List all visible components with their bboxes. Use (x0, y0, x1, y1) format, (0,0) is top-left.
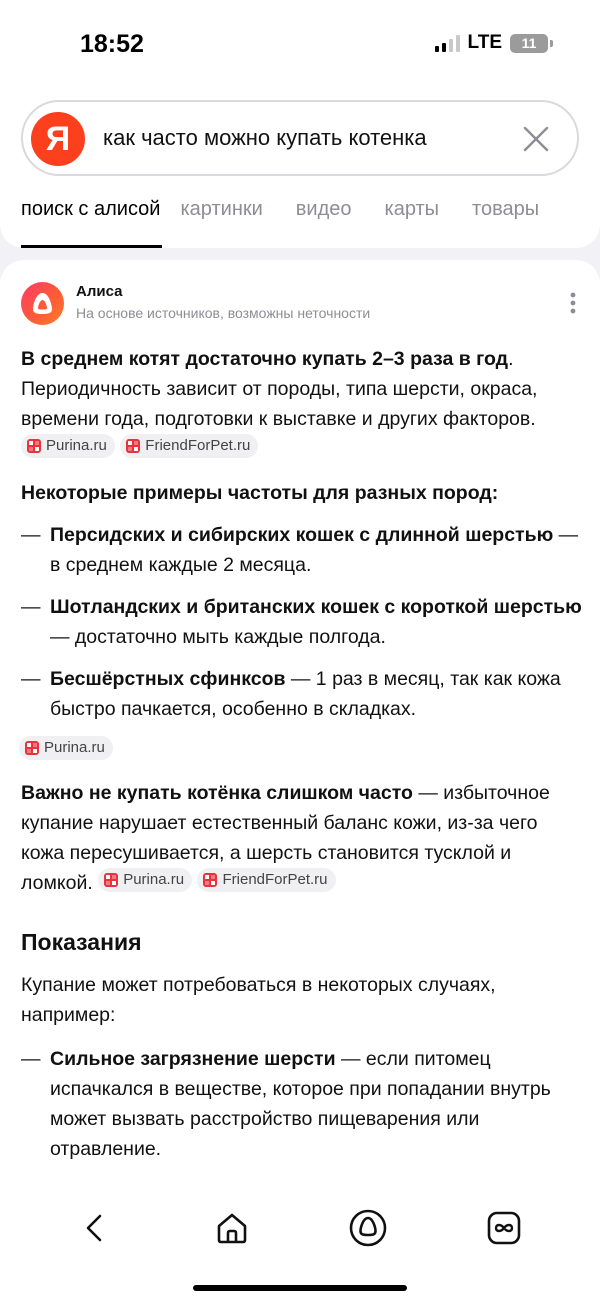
answer-author: Алиса (76, 283, 123, 300)
tab-products[interactable]: товары (472, 198, 540, 220)
answer-disclaimer: На основе источников, возможны неточности (76, 305, 371, 321)
source-label: Purina.ru (44, 739, 105, 756)
source-chip-friendforpet[interactable] (197, 868, 335, 892)
list-item-bold: Бесшёрстных сфинксов (50, 668, 286, 690)
yandex-logo-letter: Я (45, 119, 71, 158)
list-item (21, 664, 586, 724)
network-type: LTE (467, 32, 502, 53)
intro-paragraph (21, 344, 586, 464)
status-bar (0, 0, 600, 90)
bottom-nav (0, 1190, 600, 1303)
status-indicators (435, 32, 548, 54)
status-time: 18:52 (80, 30, 144, 58)
tab-alice-search[interactable]: поиск с алисой (21, 198, 160, 248)
section-intro: Купание может потребоваться в некоторых случаях, например: (21, 974, 496, 1026)
list-dash: — (21, 1048, 41, 1070)
list-dash: — (21, 668, 41, 690)
intro-bold: В среднем котят достаточно купать 2–3 раза в год (21, 348, 509, 370)
alice-icon[interactable] (348, 1208, 388, 1248)
list-dash: — (21, 596, 41, 618)
tab-video[interactable]: видео (295, 198, 352, 220)
warning-bold: Важно не купать котёнка слишком часто (21, 782, 413, 804)
more-options-icon[interactable] (570, 292, 576, 314)
services-icon[interactable] (484, 1208, 524, 1248)
source-chip-purina[interactable] (98, 868, 192, 892)
list-item-text: — если питомец испачкался в веществе, которое при попадании внутрь может вызвать расстройство пищеварения или отравление. (50, 1048, 551, 1160)
section-title: Показания (21, 929, 142, 955)
warning-paragraph (21, 778, 586, 898)
intro-text: . Периодичность зависит от породы, типа шерсти, окраса, времени года, подготовки к выставке и других факторов. (21, 348, 538, 430)
back-icon[interactable] (74, 1208, 114, 1248)
tab-maps[interactable]: карты (384, 198, 440, 220)
list-item-bold: Персидских и сибирских кошек с длинной шерстью (50, 524, 554, 546)
list-item-text: — 1 раз в месяц, так как кожа быстро пачкается, особенно в складках. (50, 668, 561, 720)
list-item (21, 592, 586, 652)
source-label: FriendForPet.ru (222, 871, 328, 888)
search-header (0, 90, 600, 248)
friendforpet-logo-icon (126, 439, 140, 453)
source-label: Purina.ru (123, 871, 185, 888)
battery-icon (510, 34, 548, 53)
tab-images[interactable]: картинки (180, 198, 263, 220)
list-item-text: — в среднем каждые 2 месяца. (50, 524, 579, 576)
source-chip-purina[interactable] (21, 434, 115, 458)
alice-answer-card (0, 260, 600, 1303)
warning-text: — избыточное купание нарушает естественный баланс кожи, из-за чего кожа пересушивается, а шерсть становится тусклой и ломкой. (21, 782, 550, 894)
purina-logo-icon (27, 439, 41, 453)
friendforpet-logo-icon (203, 873, 217, 887)
purina-logo-icon (104, 873, 118, 887)
source-label: FriendForPet.ru (145, 437, 251, 454)
search-input[interactable] (103, 116, 503, 160)
answer-content (21, 344, 586, 1176)
source-label: Purina.ru (46, 437, 107, 454)
list-item-text: — достаточно мыть каждые полгода. (50, 626, 386, 648)
list-item (21, 1044, 586, 1164)
list-item (21, 520, 586, 580)
home-indicator[interactable] (193, 1285, 407, 1291)
home-icon[interactable] (212, 1208, 252, 1248)
battery-level: 11 (521, 35, 537, 51)
list-dash: — (21, 524, 41, 546)
list-item-bold: Сильное загрязнение шерсти (50, 1048, 336, 1070)
source-chip-friendforpet[interactable] (120, 434, 258, 458)
purina-logo-icon (25, 741, 39, 755)
search-tabs (0, 198, 600, 248)
list-item-bold: Шотландских и британских кошек с короткой шерстью (50, 596, 582, 618)
breeds-heading: Некоторые примеры частоты для разных пород: (21, 482, 499, 504)
signal-icon (435, 34, 460, 52)
close-icon[interactable] (521, 124, 551, 154)
search-bar[interactable] (21, 100, 579, 176)
alice-avatar-icon (21, 282, 64, 325)
source-chip-purina[interactable] (19, 736, 113, 760)
yandex-logo-icon[interactable] (31, 112, 85, 166)
sources-row (19, 736, 586, 766)
